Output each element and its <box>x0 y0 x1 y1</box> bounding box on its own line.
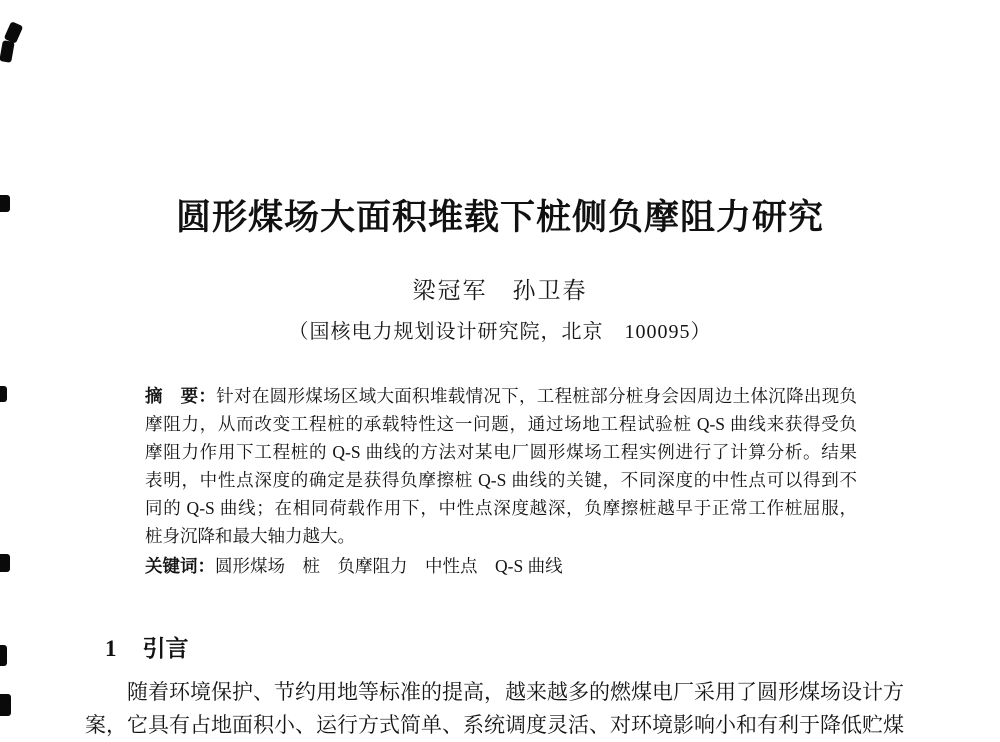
paper-affiliation: （国核电力规划设计研究院，北京 100095） <box>288 321 712 343</box>
scan-artifact-mark <box>0 694 11 716</box>
paragraph-line-clipped: 案，它具有占地面积小、运行方式简单、系统调度灵活、对环境影响小和有利于降低贮煤 <box>85 713 904 737</box>
abstract-line: 桩身沉降和最大轴力越大。 <box>145 526 355 546</box>
abstract-line: 表明，中性点深度的确定是获得负摩擦桩 Q-S 曲线的关键，不同深度的中性点可以得到不 <box>145 470 857 490</box>
paper-authors: 梁冠军 孙卫春 <box>412 278 588 303</box>
abstract-label: 摘 要： <box>145 386 217 406</box>
paper-title: 圆形煤场大面积堆载下桩侧负摩阻力研究 <box>175 198 824 237</box>
abstract-line-text: 针对在圆形煤场区域大面积堆载情况下，工程桩部分桩身会因周边土体沉降出现负 <box>216 386 858 406</box>
abstract-line: 摩阻力，从而改变工程桩的承载特性这一问题，通过场地工程试验桩 Q-S 曲线来获得受负 <box>145 414 857 434</box>
scan-artifact-mark <box>0 40 15 63</box>
paragraph-line: 随着环境保护、节约用地等标准的提高，越来越多的燃煤电厂采用了圆形煤场设计方 <box>127 680 904 704</box>
abstract-line: 同的 Q-S 曲线；在相同荷载作用下，中性点深度越深，负摩擦桩越早于正常工作桩屈服， <box>145 498 857 518</box>
intro-paragraph <box>85 676 904 742</box>
section-title: 引言 <box>142 635 189 661</box>
keywords-line <box>145 552 857 580</box>
scan-artifact-mark <box>0 645 7 666</box>
abstract-line <box>145 382 857 410</box>
abstract-block <box>145 382 857 580</box>
keywords-text: 圆形煤场 桩 负摩阻力 中性点 Q-S 曲线 <box>215 556 563 576</box>
abstract-line: 摩阻力作用下工程桩的 Q-S 曲线的方法对某电厂圆形煤场工程实例进行了计算分析。结果 <box>145 442 857 462</box>
section-number: 1 <box>105 636 117 661</box>
scan-artifact-mark <box>0 554 10 572</box>
section-heading-introduction <box>105 630 189 663</box>
keywords-label: 关键词： <box>145 556 215 576</box>
scan-artifact-mark <box>0 386 7 402</box>
